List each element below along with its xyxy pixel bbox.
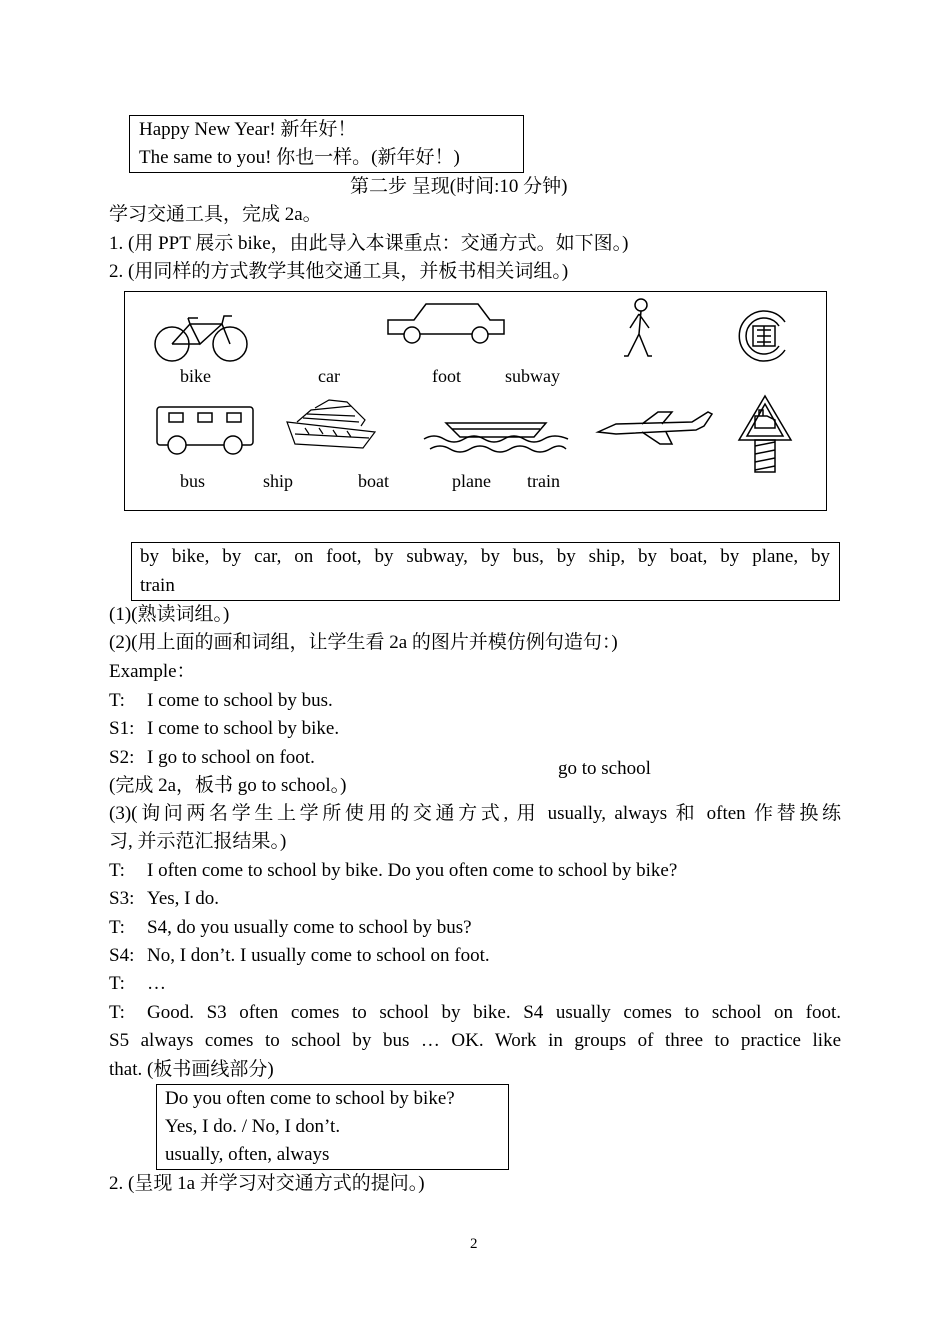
summary-line-1 — [109, 999, 841, 1027]
utterance: I often come to school by bike. Do you often come to school by bike? — [147, 860, 678, 881]
speaker: S1: — [109, 718, 135, 739]
board-note: go to school — [558, 758, 651, 779]
dialogue-line — [109, 687, 333, 715]
walking-person-icon — [622, 298, 656, 362]
speaker: T: — [109, 860, 125, 881]
speaker: T: — [109, 973, 125, 994]
greeting-line-1: Happy New Year! 新年好！ — [139, 119, 357, 140]
speaker: S4: — [109, 945, 135, 966]
speaker: T: — [109, 917, 125, 938]
utterance: I come to school by bus. — [147, 690, 333, 711]
label-ship: ship — [263, 471, 294, 491]
label-foot: foot — [432, 366, 461, 386]
sub-step-3-line-1: (3)(询问两名学生上学所使用的交通方式, 用 usually, always 和 often 作替换练 — [109, 803, 841, 824]
sub-step-2: (2)(用上面的画和词组，让学生看 2a 的图片并模仿例句造句：) — [109, 632, 618, 653]
dialogue-line — [109, 970, 166, 998]
label-car: car — [318, 366, 340, 386]
label-subway: subway — [505, 366, 560, 386]
speaker: S3: — [109, 888, 135, 909]
item-2: 2. (用同样的方式教学其他交通工具，并板书相关词组。) — [109, 261, 569, 282]
summary-text-1: Good. S3 often comes to school by bike. S4 usually comes to school on foot. — [147, 1002, 841, 1023]
speaker: S2: — [109, 747, 135, 768]
bus-icon — [155, 405, 255, 457]
subway-logo-icon — [735, 308, 791, 364]
dialogue-line — [109, 715, 339, 743]
dialogue-line — [109, 885, 219, 913]
label-bus: bus — [180, 471, 206, 491]
example-label: Example： — [109, 661, 196, 682]
intro-line: 学习交通工具，完成 2a。 — [109, 204, 322, 225]
speaker: T: — [109, 1002, 125, 1023]
phrases-line-1: by bike, by car, on foot, by subway, by bus, by ship, by boat, by plane, by — [140, 546, 830, 567]
speaker: T: — [109, 690, 125, 711]
label-train: train — [527, 471, 560, 491]
summary-line-2: S5 always comes to school by bus … OK. Work in groups of three to practice like — [109, 1030, 841, 1051]
train-sign-icon — [737, 394, 793, 474]
board-line-1: Do you often come to school by bike? — [165, 1088, 455, 1109]
ship-icon — [285, 398, 381, 454]
sub-step-1: (1)(熟读词组。) — [109, 604, 230, 625]
greeting-line-2: The same to you! 你也一样。(新年好！) — [139, 147, 460, 168]
utterance: I go to school on foot. — [147, 747, 315, 768]
item-2b: 2. (呈现 1a 并学习对交通方式的提问。) — [109, 1173, 425, 1194]
board-line-2: Yes, I do. / No, I don’t. — [165, 1116, 341, 1137]
summary-line-3: that. (板书画线部分) — [109, 1059, 274, 1080]
boat-icon — [422, 415, 570, 455]
utterance: … — [147, 973, 166, 994]
page-number: 2 — [470, 1236, 478, 1252]
dialogue-line — [109, 857, 677, 885]
board-line-3: usually, often, always — [165, 1144, 330, 1165]
utterance: No, I don’t. I usually come to school on foot. — [147, 945, 490, 966]
dialogue-line — [109, 942, 490, 970]
utterance: I come to school by bike. — [147, 718, 340, 739]
label-boat: boat — [358, 471, 389, 491]
sub-step-3-line-2: 习, 并示范汇报结果。) — [109, 831, 287, 852]
label-plane: plane — [452, 471, 491, 491]
label-bike: bike — [180, 366, 211, 386]
bicycle-icon — [152, 312, 250, 364]
dialogue-line — [109, 744, 315, 772]
item-1: 1. (用 PPT 展示 bike，由此导入本课重点：交通方式。如下图。) — [109, 233, 629, 254]
utterance: S4, do you usually come to school by bus? — [147, 917, 472, 938]
dialogue-line — [109, 914, 472, 942]
step-title: 第二步 呈现(时间:10 分钟) — [350, 176, 568, 197]
utterance: Yes, I do. — [147, 888, 219, 909]
airplane-icon — [596, 410, 714, 446]
complete-2a: (完成 2a，板书 go to school。) — [109, 775, 347, 796]
phrases-line-2: train — [140, 575, 175, 596]
car-icon — [386, 302, 506, 344]
